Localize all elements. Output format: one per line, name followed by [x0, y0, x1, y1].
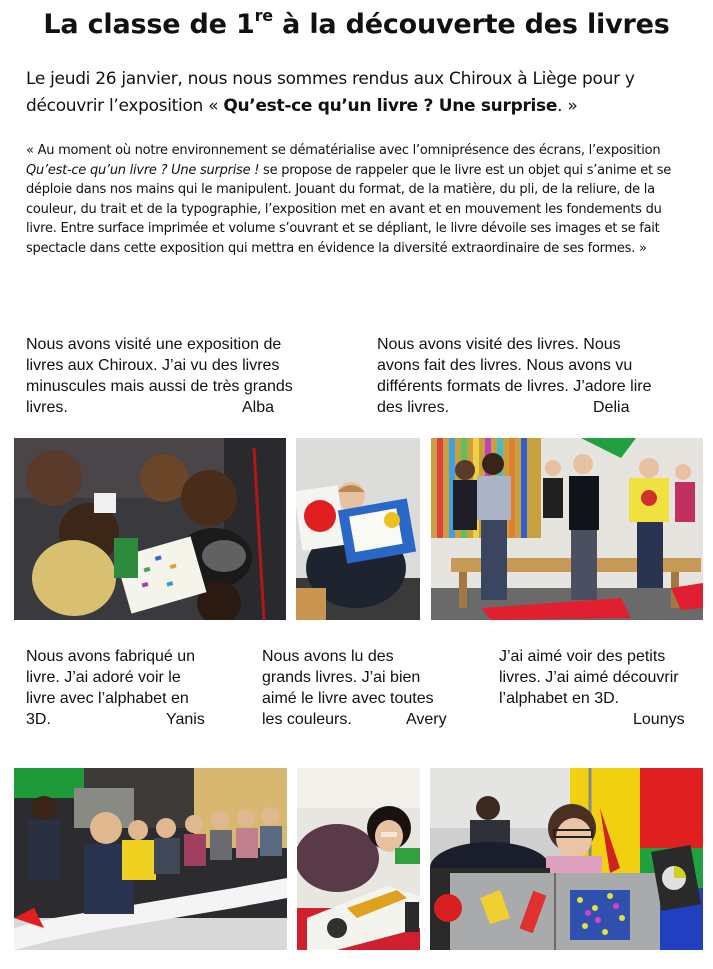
- photo-children-standing-on-benches: [431, 438, 703, 620]
- testimony-line: livres.: [26, 399, 68, 416]
- testimony-yanis: [26, 646, 246, 732]
- photo-children-making-book: [14, 438, 286, 620]
- exhibition-name: Qu’est-ce qu’un livre ? Une surprise: [223, 96, 558, 116]
- testimony-line: Nous avons lu des: [262, 648, 394, 665]
- testimony-line: l’alphabet en 3D.: [499, 690, 620, 707]
- testimony-line: livres aux Chiroux. J’ai vu des livres: [26, 357, 280, 374]
- exhibition-name-italic: Qu’est-ce qu’un livre ? Une surprise !: [26, 162, 260, 178]
- testimony-line: Nous avons visité des livres. Nous: [377, 336, 621, 353]
- exhibition-quote: « Au moment où notre environnement se dématérialise avec l’omniprésence des écrans, l’exposition Qu’est-ce qu’un livre ? Une surprise ! se propose de rappeler que le livre est un objet qui s’anime et se déploie dans nos mains qui le manipulent. Jouant du format, de la matière, du pli, de la reliure, de la couleur, du trait et de la typographie, l’exposition met en avant et en mouvement les fondements du livre. Entre surface imprimée et volume s’ouvrant et se dépliant, le livre dévoile ses images et se fait spectacle dans cette exposition qui mettra en évidence la diversité extraordinaire de ses formes. »: [26, 143, 671, 256]
- testimony-author: Delia: [593, 399, 630, 416]
- testimony-line: différents formats de livres. J’adore lire: [377, 378, 652, 395]
- testimony-line: Nous avons visité une exposition de: [26, 336, 282, 353]
- testimony-line: aimé le livre avec toutes: [262, 690, 434, 707]
- testimony-line: des livres.: [377, 399, 450, 416]
- testimony-author: Alba: [242, 399, 275, 416]
- testimony-line: 3D.: [26, 711, 51, 728]
- intro-paragraph: Le jeudi 26 janvier, nous nous sommes rendus aux Chiroux à Liège pour y découvrir l’exposition « Qu’est-ce qu’un livre ? Une surprise. »: [26, 69, 635, 116]
- testimony-lounys: [499, 646, 704, 732]
- photo-boy-reading-book: [296, 438, 420, 620]
- testimony-line: grands livres. J’ai bien: [262, 669, 421, 686]
- testimony-author: Yanis: [166, 711, 205, 728]
- photo-children-sitting-in-exhibition: [14, 768, 287, 950]
- testimony-line: livre. J’ai adoré voir le: [26, 669, 181, 686]
- testimony-line: livres. J’ai aimé découvrir: [499, 669, 679, 686]
- testimony-alba: [26, 334, 336, 420]
- photo-girl-with-book-on-floor: [297, 768, 420, 950]
- testimony-line: livre avec l’alphabet en: [26, 690, 189, 707]
- testimony-delia: [377, 334, 697, 420]
- photo-girl-with-colorful-book: [430, 768, 703, 950]
- testimony-author: Avery: [406, 711, 447, 728]
- testimony-avery: [262, 646, 482, 732]
- testimony-line: avons fait des livres. Nous avons vu: [377, 357, 633, 374]
- testimony-line: Nous avons fabriqué un: [26, 648, 195, 665]
- testimony-author: Lounys: [633, 711, 685, 728]
- testimony-line: minuscules mais aussi de très grands: [26, 378, 293, 395]
- testimony-line: J’ai aimé voir des petits: [499, 648, 666, 665]
- page-title: La classe de 1re à la découverte des livres: [43, 6, 670, 40]
- testimony-line: les couleurs.: [262, 711, 352, 728]
